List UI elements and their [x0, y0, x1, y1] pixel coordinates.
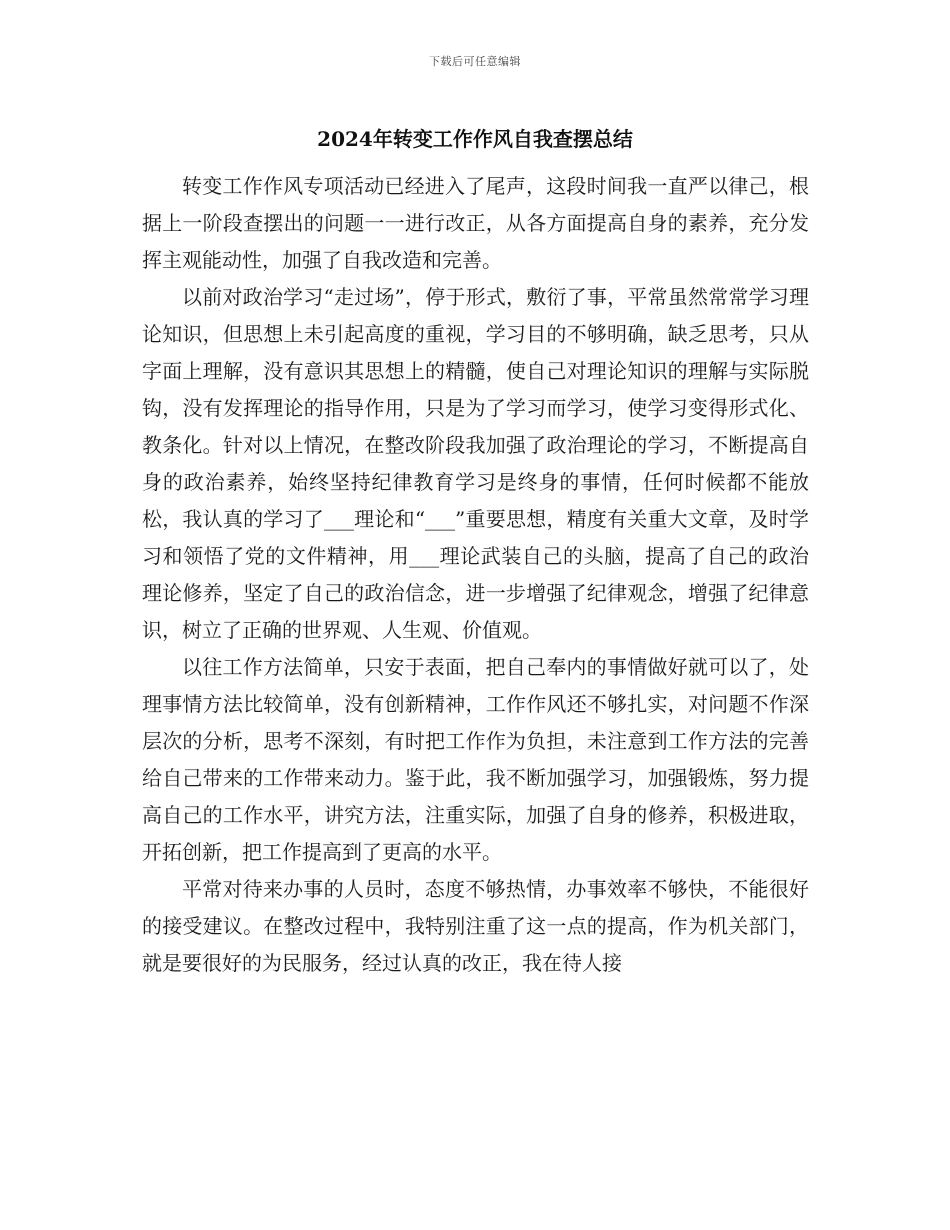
- paragraph: 以前对政治学习“走过场”，停于形式，敷衍了事，平常虽然常常学习理论知识，但思想上未引起高度的重视，学习目的不够明确，缺乏思考，只从字面上理解，没有意识其思想上的精髓，使自己对理论知识的理解与实际脱钩，没有发挥理论的指导作用，只是为了学习而学习，使学习变得形式化、教条化。针对以上情况，在整改阶段我加强了政治理论的学习，不断提高自身的政治素养，始终坚持纪律教育学习是终身的事情，任何时候都不能放松，我认真的学习了___理论和“___”重要思想，精度有关重大文章，及时学习和领悟了党的文件精神，用___理论武装自己的头脑，提高了自己的政治理论修养，坚定了自己的政治信念，进一步增强了纪律观念，增强了纪律意识，树立了正确的世界观、人生观、价值观。: [142, 285, 809, 642]
- document-title: 2024年转变工作作风自我查摆总结: [317, 127, 633, 151]
- paragraph: 以往工作方法简单，只安于表面，把自己奉内的事情做好就可以了，处理事情方法比较简单，没有创新精神，工作作风还不够扎实，对问题不作深层次的分析，思考不深刻，有时把工作作为负担，未注意到工作方法的完善给自己带来的工作带来动力。鉴于此，我不断加强学习，加强锻炼，努力提高自己的工作水平，讲究方法，注重实际，加强了自身的修养，积极进取，开拓创新，把工作提高到了更高的水平。: [142, 655, 809, 864]
- header-note: 下载后可任意编辑: [429, 55, 521, 68]
- paragraph: 转变工作作风专项活动已经进入了尾声，这段时间我一直严以律己，根据上一阶段查摆出的问题一一进行改正，从各方面提高自身的素养，充分发挥主观能动性，加强了自我改造和完善。: [142, 174, 809, 272]
- paragraph: 平常对待来办事的人员时，态度不够热情，办事效率不够快，不能很好的接受建议。在整改过程中，我特别注重了这一点的提高，作为机关部门，就是要很好的为民服务，经过认真的改正，我在待人接: [142, 877, 809, 975]
- document-body: [142, 168, 809, 982]
